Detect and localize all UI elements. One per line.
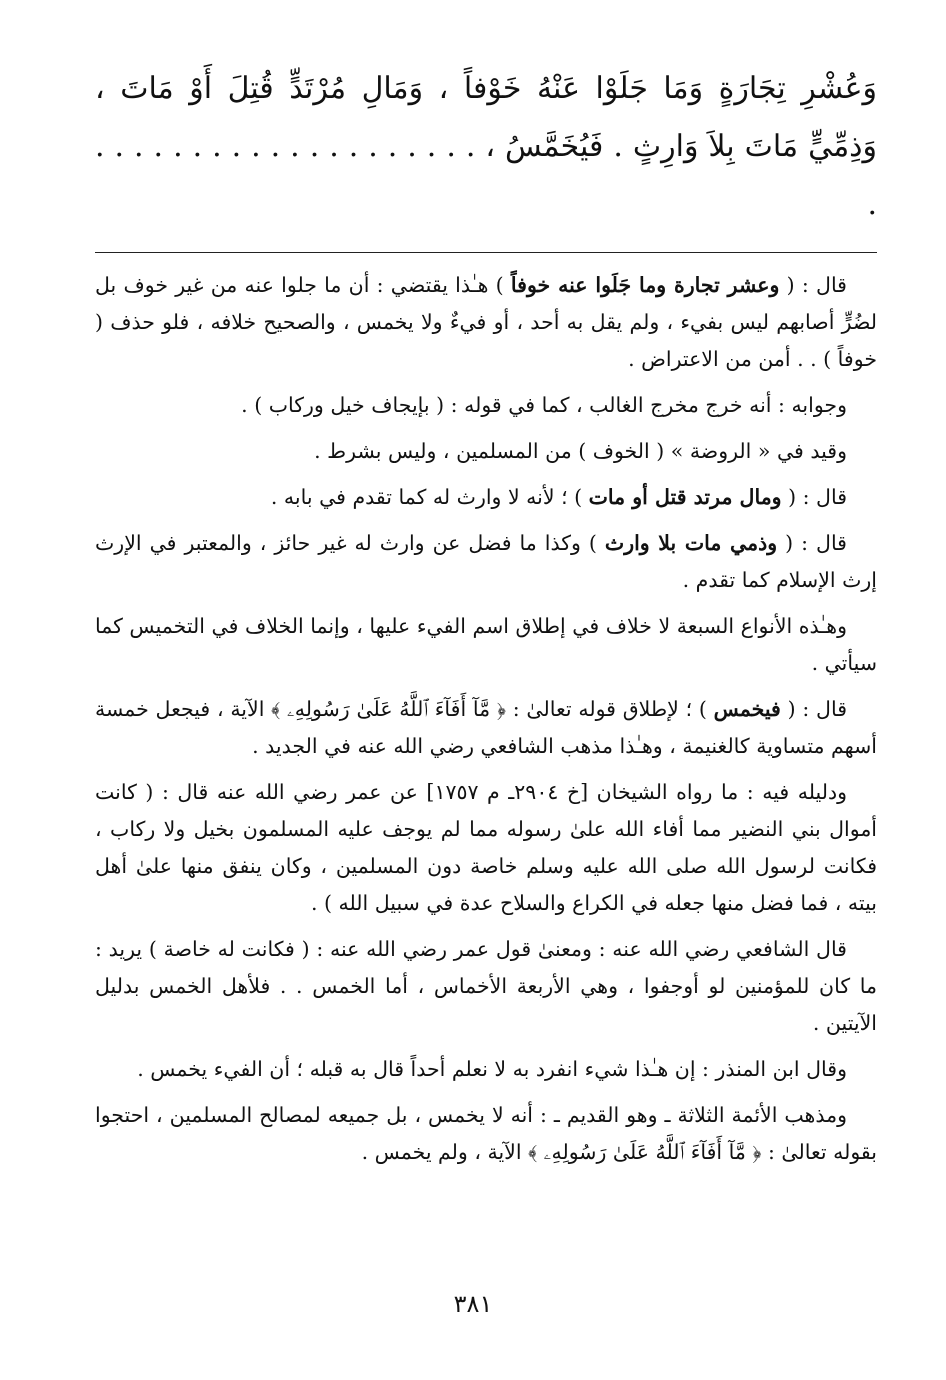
paragraph: وجوابه : أنه خرج مخرج الغالب ، كما في قوله : ( بإيجاف خيل وركاب ) . — [241, 393, 847, 417]
paragraph: وهـٰذه الأنواع السبعة لا خلاف في إطلاق اسم الفيء عليها ، وإنما الخلاف في التخميس كما سيأتي . — [95, 614, 877, 675]
text-span: قال : ( — [777, 531, 847, 555]
paragraph — [95, 479, 877, 516]
paragraph — [95, 691, 877, 765]
quoted-matn: وذمي مات بلا وارث — [604, 531, 778, 555]
paragraph: وقال ابن المنذر : إن هـٰذا شيء انفرد به لا نعلم أحداً قال به قبله ؛ أن الفيء يخمس . — [137, 1057, 847, 1081]
matn-text: وَعُشْرِ تِجَارَةٍ وَمَا جَلَوْا عَنْهُ خَوْفاً ، وَمَالِ مُرْتَدٍّ قُتِلَ أَوْ مَاتَ ، وَذِمِّيٍّ مَاتَ بِلاَ وَارِثٍ . فَيُخَمَّسُ ، . . . . . . . . . . . . . . . . . . . . . — [95, 71, 877, 222]
paragraph — [95, 267, 877, 378]
page-body — [95, 60, 877, 1180]
paragraph: وقيد في « الروضة » ( الخوف ) من المسلمين ، وليس بشرط . — [314, 439, 847, 463]
quoted-matn: ومال مرتد قتل أو مات — [588, 485, 782, 509]
text-span: ) وكذا ما فضل عن وارث له غير حائز ، والمعتبر في الإرث إرث الإسلام كما تقدم . — [95, 531, 877, 592]
commentary — [95, 267, 877, 1171]
text-span: قال : ( — [781, 485, 847, 509]
text-span: ) هـٰذا يقتضي : أن ما جلوا عنه من غير خوف بل لضُرٍّ أصابهم ليس بفيء ، ولم يقل به أحد ، أو فيءٌ ولا يخمس ، والصحيح خلافه ، فلو حذف ( خوفاً ) . . أمن من الاعتراض . — [95, 273, 877, 371]
text-span: ) ؛ لإطلاق قوله تعالىٰ : ﴿ مَّآ أَفَآءَ ٱللَّهُ عَلَىٰ رَسُولِهِۦ ﴾ الآية ، فيجعل خمسة أسهم متساوية كالغنيمة ، وهـٰذا مذهب الشافعي رضي الله عنه في الجديد . — [95, 697, 877, 758]
page-number: ٣٨١ — [453, 1290, 493, 1318]
quoted-matn: فيخمس — [713, 697, 781, 721]
text-span: قال : ( — [779, 273, 847, 297]
text-span: قال : ( — [780, 697, 847, 721]
paragraph: ودليله فيه : ما رواه الشيخان [خ ٢٩٠٤ـ م ١٧٥٧] عن عمر رضي الله عنه قال : ( كانت أموال بني النضير مما أفاء الله علىٰ رسوله مما لم يوجف عليه المسلمون بخيل ولا ركاب ، فكانت لرسول الله صلى الله عليه وسلم خاصة دون المسلمين ، وكان ينفق منها علىٰ أهل بيته ، فما فضل منها جعله في الكراع والسلاح عدة في سبيل الله ) . — [95, 780, 877, 915]
paragraph: قال الشافعي رضي الله عنه : ومعنىٰ قول عمر رضي الله عنه : ( فكانت له خاصة ) يريد : ما كان للمؤمنين لو أوجفوا ، وهي الأربعة الأخماس ، أما الخمس . . فلأهل الخمس بدليل الآيتين . — [95, 937, 877, 1035]
quoted-matn: وعشر تجارة وما جَلَوا عنه خوفاً — [510, 273, 780, 297]
separator-rule — [95, 252, 877, 253]
paragraph: ومذهب الأئمة الثلاثة ـ وهو القديم ـ : أنه لا يخمس ، بل جميعه لمصالح المسلمين ، احتجوا بقوله تعالىٰ : ﴿ مَّآ أَفَآءَ ٱللَّهُ عَلَىٰ رَسُولِهِۦ ﴾ الآية ، ولم يخمس . — [95, 1103, 877, 1164]
text-span: ) ؛ لأنه لا وارث له كما تقدم في بابه . — [270, 485, 589, 509]
paragraph — [95, 525, 877, 599]
